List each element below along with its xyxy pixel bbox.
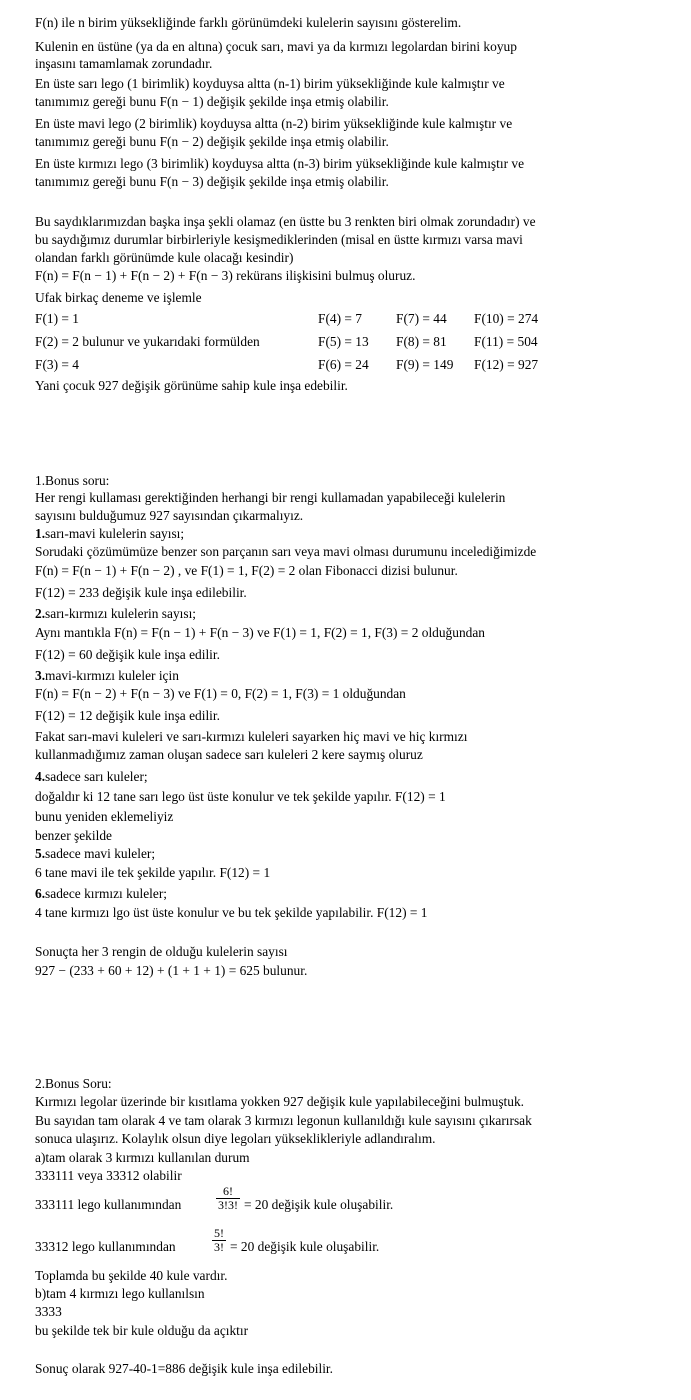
fraction (216, 1185, 240, 1212)
intro-line: Kulenin en üstüne (ya da en altına) çocuk sarı, mavi ya da kırmızı legolardan birini koyup (35, 39, 517, 54)
fraction-suffix: = 20 değişik kule oluşabilir. (230, 1239, 380, 1254)
intro-line: En üste kırmızı lego (3 birimlik) koyduysa altta (n-3) birim yüksekliğinde kule kalmıştır ve (35, 156, 525, 171)
fraction-numerator: 5! (214, 1226, 224, 1240)
section-heading (35, 886, 167, 902)
value-cell: F(2) = 2 bulunur ve yukarıdaki formülden (35, 334, 260, 349)
section-title: sadece kırmızı kuleler; (45, 886, 167, 901)
fraction-denominator: 3!3! (218, 1198, 238, 1212)
formula-line: F(n) = F(n − 1) + F(n − 2) , ve F(1) = 1, F(2) = 2 olan Fibonacci dizisi bulunur. (35, 563, 458, 578)
value-cell: F(11) = 504 (474, 334, 538, 349)
formula-line: 6 tane mavi ile tek şekilde yapılır. F(12) = 1 (35, 865, 271, 880)
section-title: sadece mavi kuleler; (45, 846, 156, 861)
intro-line: tanımımız gereği bunu F(n − 1) değişik şekilde inşa etmiş olabilir. (35, 94, 389, 109)
section-line: benzer şekilde (35, 828, 112, 843)
paragraph-line: bu saydığımız durumlar birbirleriyle kesişmediklerinden (misal en üstte kırmızı varsa mavi (35, 232, 523, 247)
bonus2-line: Toplamda bu şekilde 40 kule vardır. (35, 1268, 228, 1283)
intro-line: En üste mavi lego (2 birimlik) koyduysa altta (n-2) birim yüksekliğinde kule kalmıştır ve (35, 116, 513, 131)
section-heading (35, 769, 148, 785)
section-line: Fakat sarı-mavi kuleleri ve sarı-kırmızı kuleleri sayarken hiç mavi ve hiç kırmızı (35, 729, 468, 744)
formula-line: F(n) = F(n − 2) + F(n − 3) ve F(1) = 0, F(2) = 1, F(3) = 1 olduğundan (35, 686, 406, 701)
bonus1-title: 1.Bonus soru: (35, 473, 110, 488)
fraction-prefix: 333111 lego kullanımından (35, 1197, 182, 1212)
formula-line: Aynı mantıkla F(n) = F(n − 1) + F(n − 3) ve F(1) = 1, F(2) = 1, F(3) = 2 olduğundan (35, 625, 485, 640)
intro-line: inşasını tamamlamak zorundadır. (35, 56, 213, 71)
section-heading (35, 526, 184, 542)
formula-line: doğaldır ki 12 tane sarı lego üst üste konulur ve tek şekilde yapılır. F(12) = 1 (35, 789, 446, 804)
result-formula: 927 − (233 + 60 + 12) + (1 + 1 + 1) = 625 bulunur. (35, 963, 308, 978)
value-cell: F(7) = 44 (396, 311, 447, 326)
conclusion-line: Yani çocuk 927 değişik görünüme sahip kule inşa edebilir. (35, 378, 348, 393)
value-cell: F(4) = 7 (318, 311, 363, 326)
value-cell: F(8) = 81 (396, 334, 447, 349)
fraction-denominator: 3! (214, 1240, 224, 1254)
section-title: sadece sarı kuleler; (45, 769, 148, 784)
formula-line: F(12) = 60 değişik kule inşa edilir. (35, 647, 220, 662)
fraction-suffix: = 20 değişik kule oluşabilir. (244, 1197, 394, 1212)
bonus2-title: 2.Bonus Soru: (35, 1076, 112, 1091)
section-heading (35, 606, 196, 622)
bonus1-desc: sayısını bulduğumuz 927 sayısından çıkarmalıyız. (35, 508, 304, 523)
intro-line: F(n) ile n birim yüksekliğinde farklı görünümdeki kulelerin sayısını gösterelim. (35, 15, 462, 30)
bonus2-line: Kırmızı legolar üzerinde bir kısıtlama yokken 927 değişik kule yapılabileceğini bulmuştuk. (35, 1094, 525, 1109)
bonus2-line: bu şekilde tek bir kule olduğu da açıktır (35, 1323, 249, 1338)
bonus2-line: a)tam olarak 3 kırmızı kullanılan durum (35, 1150, 250, 1165)
value-cell: F(3) = 4 (35, 357, 80, 372)
section-number: 5. (35, 846, 46, 861)
section-number: 6. (35, 886, 46, 901)
bonus2-line: b)tam 4 kırmızı lego kullanılsın (35, 1286, 205, 1301)
fraction-prefix: 33312 lego kullanımından (35, 1239, 176, 1254)
value-cell: F(1) = 1 (35, 311, 80, 326)
value-cell: F(10) = 274 (474, 311, 539, 326)
bonus2-line: 333111 veya 33312 olabilir (35, 1168, 182, 1183)
final-answer: Sonuç olarak 927-40-1=886 değişik kule inşa edilebilir. (35, 1361, 333, 1376)
fraction-numerator: 6! (216, 1185, 240, 1199)
section-number: 4. (35, 769, 46, 784)
formula-line: F(12) = 233 değişik kule inşa edilebilir. (35, 585, 247, 600)
value-cell: F(9) = 149 (396, 357, 454, 372)
paragraph-line: Bu saydıklarımızdan başka inşa şekli olamaz (en üstte bu 3 renkten biri olmak zorundadır) ve (35, 214, 536, 229)
result-line: Sonuçta her 3 rengin de olduğu kulelerin sayısı (35, 944, 288, 959)
paragraph-line: olandan farklı görünümde kule olacağı kesindir) (35, 250, 294, 265)
value-cell: F(6) = 24 (318, 357, 369, 372)
recurrence-formula: F(n) = F(n − 1) + F(n − 2) + F(n − 3) rekürans ilişkisini bulmuş oluruz. (35, 268, 416, 283)
bonus1-desc: Her rengi kullaması gerektiğinden herhangi bir rengi kullamadan yapabileceği kulelerin (35, 490, 506, 505)
fraction (212, 1227, 226, 1254)
bonus2-line: Bu sayıdan tam olarak 4 ve tam olarak 3 kırmızı legonun kullanıldığı kule sayısını çıkarırsak (35, 1113, 532, 1128)
section-number: 3. (35, 668, 46, 683)
bonus2-line: sonuca ulaşırız. Kolaylık olsun diye legoları yükseklikleriyle adlandıralım. (35, 1131, 436, 1146)
intro-line: En üste sarı lego (1 birimlik) koyduysa altta (n-1) birim yüksekliğinde kule kalmıştır ve (35, 76, 505, 91)
section-number: 2. (35, 606, 46, 621)
section-title: sarı-mavi kulelerin sayısı; (45, 526, 185, 541)
formula-line: F(12) = 12 değişik kule inşa edilir. (35, 708, 220, 723)
section-line: bunu yeniden eklemeliyiz (35, 809, 174, 824)
value-cell: F(5) = 13 (318, 334, 369, 349)
bonus2-line: 3333 (35, 1304, 62, 1319)
section-heading (35, 846, 155, 862)
formula-line: 4 tane kırmızı lgo üst üste konulur ve bu tek şekilde yapılabilir. F(12) = 1 (35, 905, 428, 920)
section-heading (35, 668, 179, 684)
intro-line: tanımımız gereği bunu F(n − 3) değişik şekilde inşa etmiş olabilir. (35, 174, 389, 189)
section-line: kullanmadığımız zaman oluşan sadece sarı kuleleri 2 kere saymış oluruz (35, 747, 423, 762)
section-number: 1. (35, 526, 46, 541)
section-line: Sorudaki çözümümüze benzer son parçanın sarı veya mavi olması durumunu incelediğimizde (35, 544, 537, 559)
value-cell: F(12) = 927 (474, 357, 539, 372)
section-title: mavi-kırmızı kuleler için (45, 668, 179, 683)
paragraph-line: Ufak birkaç deneme ve işlemle (35, 290, 202, 305)
intro-line: tanımımız gereği bunu F(n − 2) değişik şekilde inşa etmiş olabilir. (35, 134, 389, 149)
section-title: sarı-kırmızı kulelerin sayısı; (45, 606, 197, 621)
